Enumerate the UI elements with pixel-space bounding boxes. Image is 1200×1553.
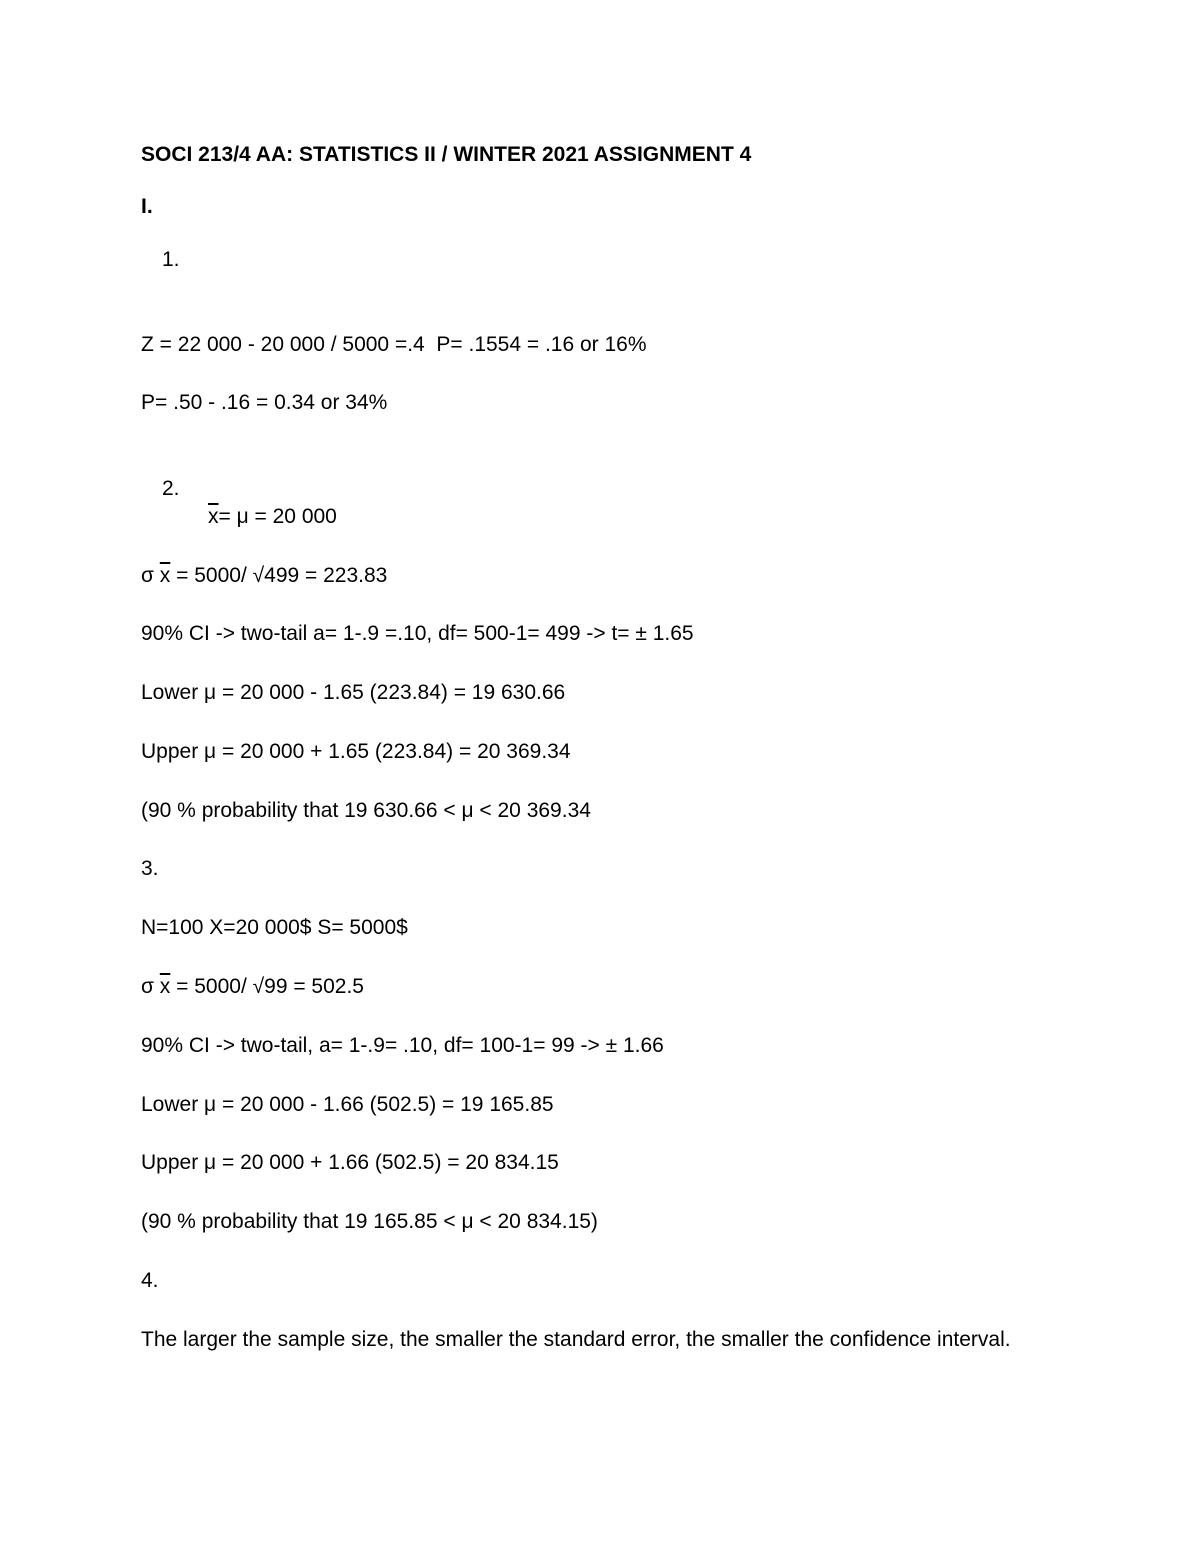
q2-ci-line: 90% CI -> two-tail a= 1-.9 =.10, df= 500-1= 499 -> t= ± 1.65 xyxy=(141,622,694,645)
q1-z-score-line: Z = 22 000 - 20 000 / 5000 =.4 P= .1554 = .16 or 16% xyxy=(141,333,647,356)
document-title: SOCI 213/4 AA: STATISTICS II / WINTER 2021 ASSIGNMENT 4 xyxy=(141,143,752,166)
q3-lower-bound-line: Lower μ = 20 000 - 1.66 (502.5) = 19 165.85 xyxy=(141,1093,554,1116)
q4-answer-paragraph: The larger the sample size, the smaller the standard error, the smaller the confidence interval. xyxy=(141,1328,1011,1351)
sigma-symbol: σ xyxy=(141,975,160,998)
q2-standard-error-line xyxy=(141,564,387,588)
question-4-number: 4. xyxy=(141,1269,159,1292)
q2-se-rest: = 5000/ √499 = 223.83 xyxy=(170,564,388,587)
q3-standard-error-line xyxy=(141,975,364,999)
q2-probability-line: (90 % probability that 19 630.66 < μ < 20 369.34 xyxy=(141,799,591,822)
x-bar-symbol: $\overline{x}$ xyxy=(159,975,171,998)
sigma-symbol: σ xyxy=(141,564,160,587)
x-bar-symbol: $\overline{x}$ xyxy=(159,564,171,587)
question-3-number: 3. xyxy=(141,857,159,880)
q1-probability-line: P= .50 - .16 = 0.34 or 34% xyxy=(141,391,388,414)
q3-probability-line: (90 % probability that 19 165.85 < μ < 20 834.15) xyxy=(141,1210,598,1233)
q2-mean-line xyxy=(208,505,337,529)
q3-se-rest: = 5000/ √99 = 502.5 xyxy=(170,975,364,998)
question-1-number: 1. xyxy=(162,248,180,271)
x-bar-symbol: $\overline{x}$ xyxy=(208,505,219,528)
q2-lower-bound-line: Lower μ = 20 000 - 1.65 (223.84) = 19 630.66 xyxy=(141,681,566,704)
q2-upper-bound-line: Upper μ = 20 000 + 1.65 (223.84) = 20 369.34 xyxy=(141,740,571,763)
q3-given-line: N=100 X=20 000$ S= 5000$ xyxy=(141,916,408,939)
q3-ci-line: 90% CI -> two-tail, a= 1-.9= .10, df= 100-1= 99 -> ± 1.66 xyxy=(141,1034,664,1057)
question-2-number: 2. xyxy=(162,477,180,500)
q2-mean-rest: = μ = 20 000 xyxy=(218,505,337,528)
section-label: I. xyxy=(141,195,153,218)
q3-upper-bound-line: Upper μ = 20 000 + 1.66 (502.5) = 20 834.15 xyxy=(141,1151,559,1174)
